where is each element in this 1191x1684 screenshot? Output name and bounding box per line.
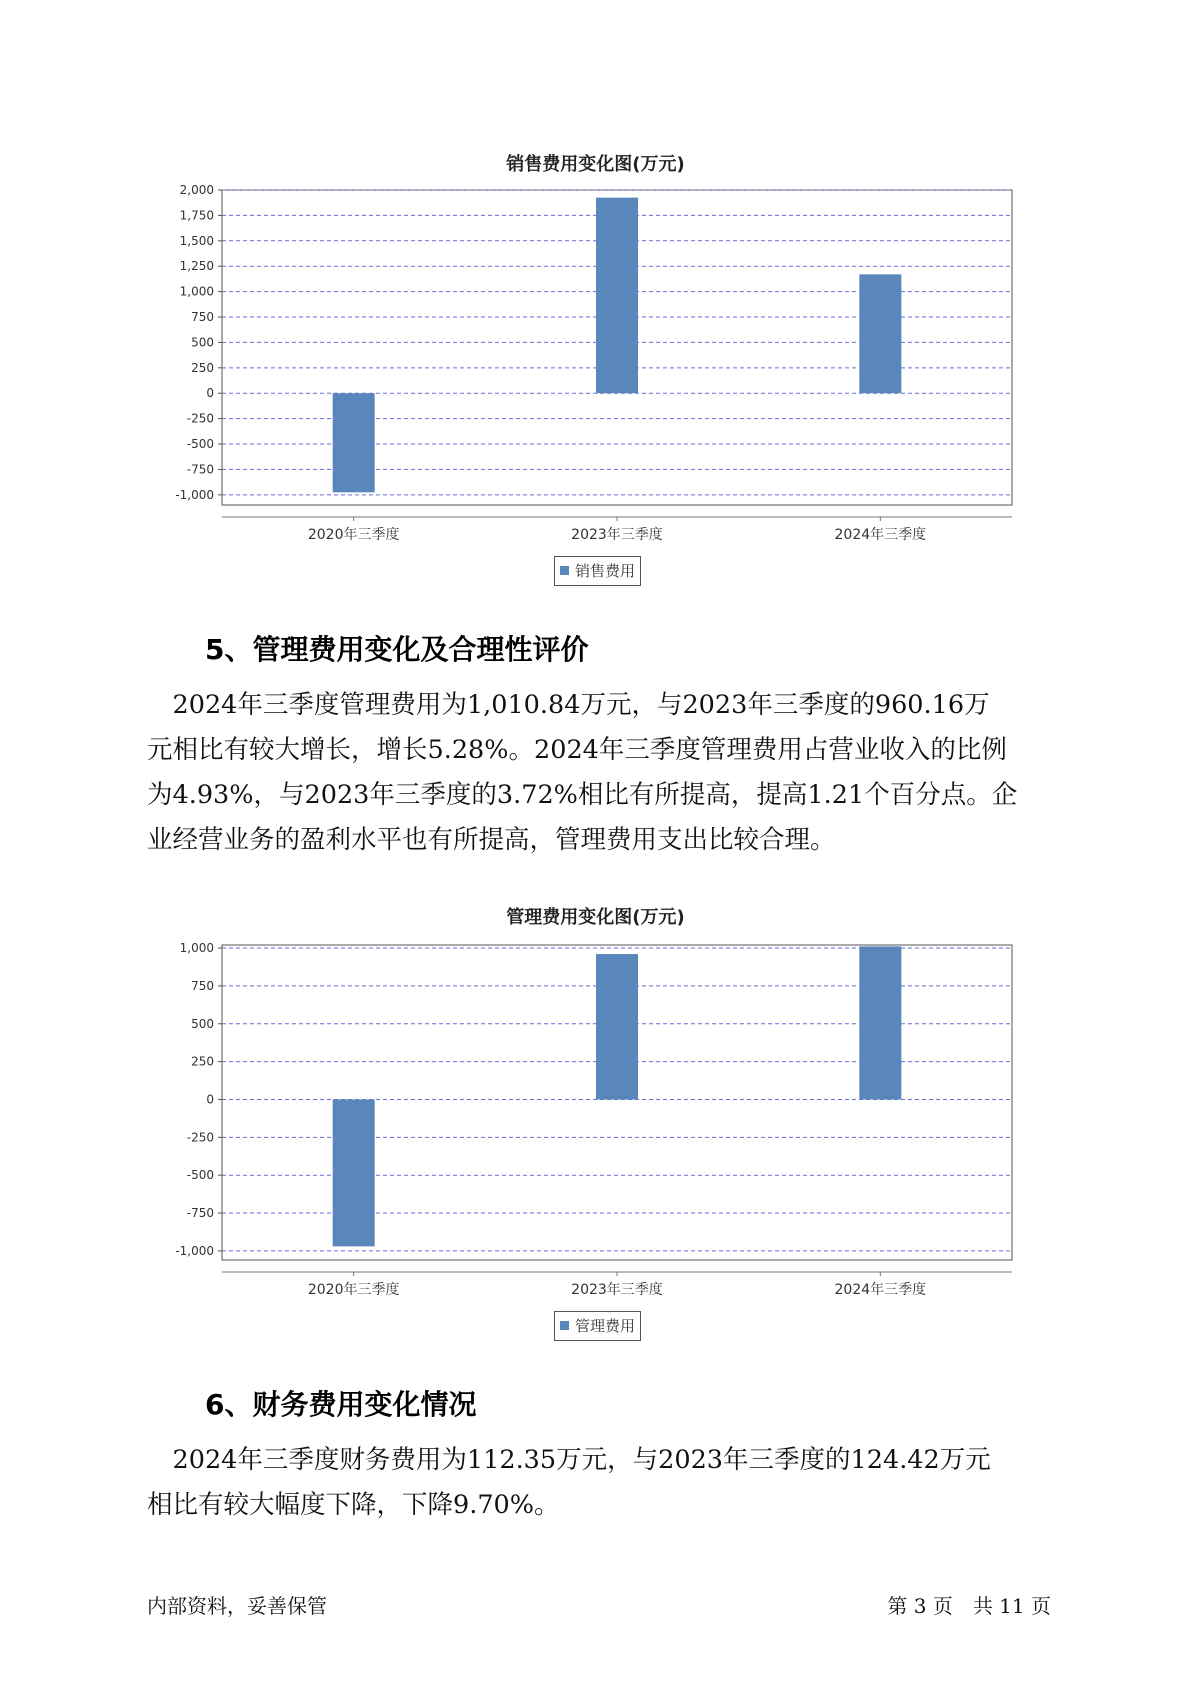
chart-title-admin-expense: 管理费用变化图(万元) — [506, 907, 685, 928]
bar-3 — [859, 274, 901, 393]
y-tick-label: -500 — [186, 1168, 214, 1183]
y-tick-label: 500 — [191, 335, 214, 350]
x-tick-label: 2023年三季度 — [571, 527, 663, 543]
y-tick-label: 250 — [191, 360, 214, 375]
section-6-heading: 6、财务费用变化情况 — [205, 1388, 477, 1421]
bar-3 — [859, 946, 901, 1099]
y-tick-label: 1,000 — [179, 284, 214, 299]
x-tick-label: 2024年三季度 — [834, 1282, 927, 1298]
paragraph-line: 相比有较大幅度下降，下降9.70%。 — [147, 1490, 560, 1520]
y-tick-label: 750 — [191, 978, 214, 993]
x-tick-label: 2020年三季度 — [307, 1282, 400, 1298]
footer-note: 内部资料，妥善保管 — [147, 1594, 327, 1618]
section-6-paragraph — [147, 1438, 1047, 1528]
chart-title-sales-expense: 销售费用变化图(万元) — [506, 154, 685, 175]
section-5-paragraph — [147, 683, 1047, 863]
x-tick-label: 2023年三季度 — [571, 1282, 663, 1298]
y-tick-label: 250 — [191, 1054, 214, 1069]
bar-1 — [333, 1099, 375, 1246]
y-tick-label: 0 — [206, 1092, 214, 1107]
x-tick-label: 2024年三季度 — [834, 527, 927, 543]
y-tick-label: -250 — [186, 1130, 214, 1145]
y-tick-label: 1,250 — [179, 259, 214, 274]
y-tick-label: -750 — [186, 462, 214, 477]
y-tick-label: -1,000 — [175, 487, 214, 502]
section-5-heading: 5、管理费用变化及合理性评价 — [205, 633, 589, 666]
legend-sales-expense — [554, 556, 641, 586]
y-tick-label: -750 — [186, 1206, 214, 1221]
y-tick-label: 750 — [191, 310, 214, 325]
paragraph-line: 为4.93%，与2023年三季度的3.72%相比有所提高，提高1.21个百分点。企 — [147, 780, 1018, 810]
admin-expense-chart — [0, 925, 1191, 1298]
page-number: 第 3 页 共 11 页 — [887, 1594, 1051, 1618]
legend-swatch — [560, 566, 569, 575]
y-tick-label: 1,000 — [179, 941, 214, 956]
paragraph-line: 业经营业务的盈利水平也有所提高，管理费用支出比较合理。 — [147, 825, 836, 855]
sales-expense-chart — [0, 170, 1191, 543]
legend-swatch — [560, 1321, 569, 1330]
y-tick-label: -250 — [186, 411, 214, 426]
bar-2 — [596, 198, 638, 394]
y-tick-label: 2,000 — [179, 183, 214, 197]
paragraph-line: 2024年三季度财务费用为112.35万元，与2023年三季度的124.42万元 — [147, 1445, 991, 1475]
paragraph-line: 元相比有较大增长，增长5.28%。2024年三季度管理费用占营业收入的比例 — [147, 735, 1007, 765]
y-tick-label: 1,500 — [179, 233, 214, 248]
legend-label: 销售费用 — [575, 562, 636, 580]
legend-admin-expense — [554, 1311, 641, 1341]
x-tick-label: 2020年三季度 — [307, 527, 400, 543]
bar-2 — [596, 954, 638, 1099]
paragraph-line: 2024年三季度管理费用为1,010.84万元，与2023年三季度的960.16万 — [147, 690, 990, 720]
y-tick-label: 500 — [191, 1016, 214, 1031]
y-tick-label: -500 — [186, 437, 214, 452]
y-tick-label: 0 — [206, 386, 214, 401]
bar-1 — [333, 393, 375, 492]
y-tick-label: -1,000 — [175, 1243, 214, 1258]
legend-label: 管理费用 — [575, 1317, 636, 1335]
y-tick-label: 1,750 — [179, 208, 214, 223]
